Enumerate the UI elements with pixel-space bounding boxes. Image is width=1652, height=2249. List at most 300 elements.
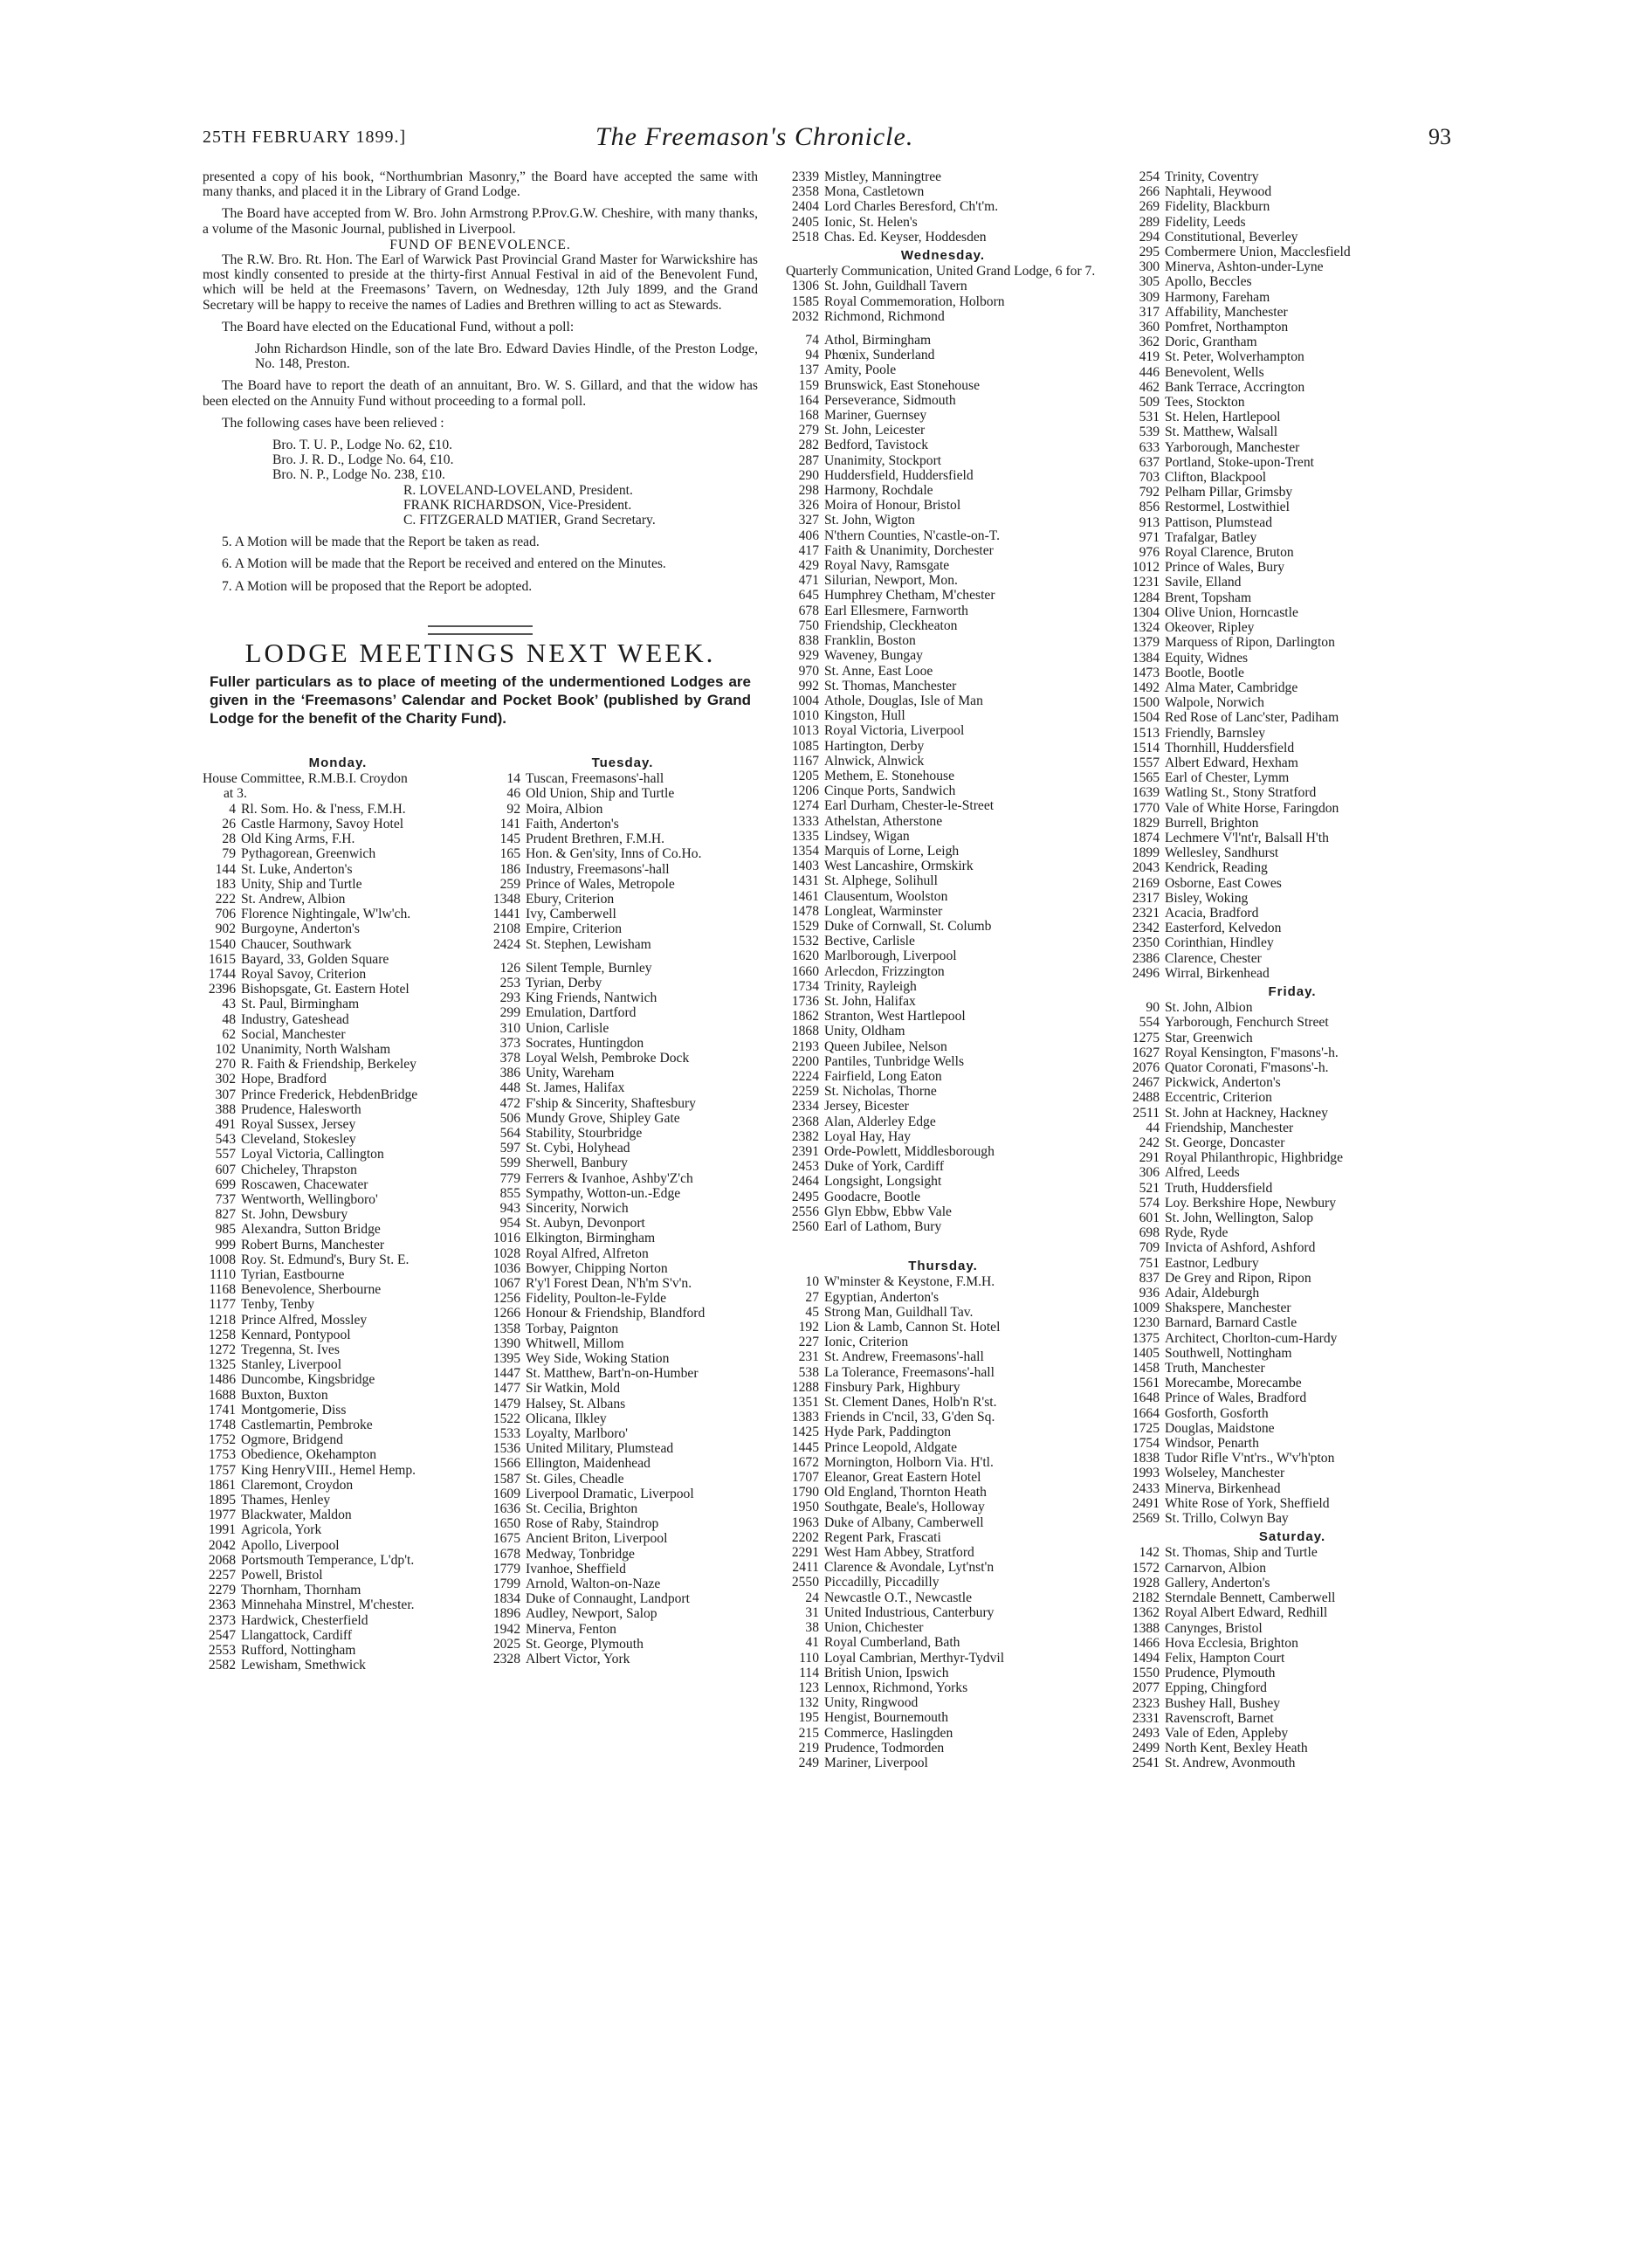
lodge-number: 44 bbox=[1146, 1120, 1160, 1135]
lodge-name: Lord Charles Beresford, Ch't'm. bbox=[824, 199, 999, 215]
lodge-number: 1275 bbox=[1132, 1030, 1160, 1045]
lodge-name: Clarence, Chester bbox=[1165, 950, 1262, 966]
lodge-entry bbox=[203, 802, 473, 817]
lodge-entry bbox=[1126, 1680, 1458, 1695]
lodge-number: 1672 bbox=[791, 1454, 819, 1470]
lodge-number: 186 bbox=[499, 861, 520, 877]
lodge-entry bbox=[1126, 1015, 1458, 1030]
lodge-name: Barnard, Barnard Castle bbox=[1165, 1315, 1298, 1331]
lodge-entry bbox=[786, 1530, 1100, 1545]
lodge-number: 2328 bbox=[492, 1652, 520, 1667]
lodge-name: Tees, Stockton bbox=[1165, 395, 1245, 410]
lodge-entry bbox=[1126, 199, 1458, 214]
lodge-number: 1572 bbox=[1132, 1560, 1160, 1576]
lodge-name: Industry, Gateshead bbox=[241, 1011, 349, 1027]
lodge-entry bbox=[203, 1418, 473, 1432]
lodge-list bbox=[786, 333, 1100, 1234]
lodge-entry bbox=[203, 1388, 473, 1403]
lodge-name: Marquess of Ripon, Darlington bbox=[1165, 635, 1335, 651]
lodge-entry bbox=[487, 1021, 758, 1036]
lodge-name: Trinity, Coventry bbox=[1165, 169, 1259, 184]
lodge-entry bbox=[1126, 1466, 1458, 1480]
lodge-number: 954 bbox=[499, 1216, 520, 1231]
lodge-name: Industry, Freemasons'-hall bbox=[526, 861, 670, 877]
lodge-name: Tyrian, Eastbourne bbox=[241, 1266, 345, 1282]
lodge-name: Quator Coronati, F'masons'-h. bbox=[1165, 1059, 1329, 1075]
lodge-name: Duke of Connaught, Landport bbox=[526, 1591, 690, 1607]
lodge-name: La Tolerance, Freemasons'-hall bbox=[824, 1364, 995, 1380]
lodge-number: 269 bbox=[1139, 199, 1160, 215]
lodge-name: Royal Kensington, F'masons'-h. bbox=[1165, 1045, 1339, 1060]
lodge-entry bbox=[786, 1380, 1100, 1395]
lodge-number: 1348 bbox=[492, 891, 520, 907]
lodge-name: Truth, Manchester bbox=[1165, 1361, 1265, 1376]
lodge-name: Olicana, Ilkley bbox=[526, 1411, 607, 1426]
lodge-entry bbox=[487, 1171, 758, 1186]
lodge-entry bbox=[487, 877, 758, 892]
lodge-name: St. Anne, East Looe bbox=[824, 663, 933, 679]
lodge-name: Sterndale Bennett, Camberwell bbox=[1165, 1590, 1336, 1606]
lodge-name: Claremont, Croydon bbox=[241, 1477, 354, 1493]
lodge-number: 27 bbox=[805, 1289, 819, 1305]
lodge-entry bbox=[786, 708, 1100, 723]
lodge-entry bbox=[487, 1411, 758, 1426]
lodge-number: 290 bbox=[798, 467, 819, 483]
lodge-name: Restormel, Lostwithiel bbox=[1165, 500, 1290, 515]
lodge-name: Bisley, Woking bbox=[1165, 890, 1249, 906]
lodge-entry bbox=[786, 783, 1100, 798]
lodge-entry bbox=[786, 309, 1100, 324]
lodge-name: Bedford, Tavistock bbox=[824, 438, 929, 453]
lodge-number: 45 bbox=[805, 1304, 819, 1320]
lodge-number: 1333 bbox=[791, 813, 819, 829]
lodge-entry bbox=[487, 1576, 758, 1591]
lodge-entry bbox=[786, 438, 1100, 452]
lodge-number: 633 bbox=[1139, 439, 1160, 455]
lodge-name: Piccadilly, Piccadilly bbox=[824, 1575, 940, 1590]
lodge-name: Brunswick, East Stonehouse bbox=[824, 377, 981, 393]
lodge-name: Burrell, Brighton bbox=[1165, 815, 1259, 831]
lodge-list bbox=[1126, 169, 1458, 981]
lodge-name: St. Andrew, Avonmouth bbox=[1165, 1756, 1296, 1771]
lodge-entry bbox=[487, 921, 758, 936]
lodge-entry bbox=[487, 1201, 758, 1216]
lodge-number: 1942 bbox=[492, 1621, 520, 1637]
lodge-name: Brent, Topsham bbox=[1165, 590, 1252, 605]
lodge-entry bbox=[786, 904, 1100, 919]
lodge-entry bbox=[203, 952, 473, 967]
lodge-number: 326 bbox=[798, 498, 819, 514]
lodge-number: 1016 bbox=[492, 1231, 520, 1246]
lodge-number: 2108 bbox=[492, 921, 520, 937]
lodge-number: 1167 bbox=[792, 753, 819, 769]
lodge-number: 310 bbox=[499, 1020, 520, 1036]
lodge-number: 2259 bbox=[791, 1084, 819, 1100]
lodge-number: 1829 bbox=[1132, 815, 1160, 831]
lodge-name: St. John, Albion bbox=[1165, 1000, 1253, 1016]
lodge-number: 145 bbox=[499, 831, 520, 847]
monday-column bbox=[203, 752, 473, 1673]
lodge-name: Robert Burns, Manchester bbox=[241, 1237, 385, 1252]
lodge-entry bbox=[203, 982, 473, 997]
lodge-name: Loyalty, Marlboro' bbox=[526, 1426, 628, 1442]
lodge-entry bbox=[487, 907, 758, 921]
lodge-name: Mistley, Manningtree bbox=[824, 169, 942, 184]
lodge-number: 1110 bbox=[209, 1266, 236, 1282]
lodge-entry bbox=[1126, 1315, 1458, 1330]
lodge-name: West Ham Abbey, Stratford bbox=[824, 1545, 974, 1561]
lodge-name: Humphrey Chetham, M'chester bbox=[824, 588, 995, 604]
lodge-entry bbox=[786, 1305, 1100, 1320]
lodge-entry bbox=[487, 1516, 758, 1531]
report-paragraph: The R.W. Bro. Rt. Hon. The Earl of Warwick Past Provincial Grand Master for Warwickshire has most kindly consented to preside at the thirty-first Annual Festival in aid of the Benevolent Fund, which will be held at the Freemasons’ Tavern, on Wednesday, 12th July 1899, and the Grand Secretary will be happy to receive the names of Ladies and Brethren willing to act as Stewards. bbox=[203, 252, 758, 313]
lodge-name: Hardwick, Chesterfield bbox=[241, 1612, 368, 1628]
lodge-entry bbox=[786, 1756, 1100, 1770]
lodge-name: Friendly, Barnsley bbox=[1165, 725, 1266, 741]
lodge-entry bbox=[487, 1381, 758, 1396]
lodge-number: 2499 bbox=[1132, 1741, 1160, 1756]
lodge-name: Gallery, Anderton's bbox=[1165, 1575, 1270, 1590]
lodge-number: 222 bbox=[215, 891, 236, 907]
lodge-entry bbox=[786, 1114, 1100, 1129]
lodge-entry bbox=[203, 1057, 473, 1072]
lodge-entry bbox=[487, 846, 758, 861]
lodge-number: 1384 bbox=[1132, 650, 1160, 666]
lodge-name: St. John, Guildhall Tavern bbox=[824, 279, 967, 294]
lodge-number: 102 bbox=[215, 1041, 236, 1057]
lodge-number: 970 bbox=[798, 663, 819, 679]
lodge-entry bbox=[203, 1027, 473, 1042]
lodge-number: 1799 bbox=[492, 1576, 520, 1592]
lodge-number: 1013 bbox=[791, 723, 819, 739]
lodge-list bbox=[1126, 1000, 1458, 1526]
lodge-list bbox=[786, 279, 1100, 324]
lodge-entry bbox=[1126, 1561, 1458, 1576]
lodge-number: 599 bbox=[499, 1156, 520, 1171]
lodge-entry bbox=[786, 604, 1100, 618]
lodge-entry bbox=[487, 1562, 758, 1576]
lodge-entry bbox=[786, 294, 1100, 309]
lodge-name: Alma Mater, Cambridge bbox=[1165, 680, 1298, 695]
lodge-number: 1230 bbox=[1132, 1315, 1160, 1331]
lodge-entry bbox=[786, 1440, 1100, 1455]
lodge-name: Hope, Bradford bbox=[241, 1072, 327, 1087]
lodge-entry bbox=[786, 169, 1100, 184]
lodge-entry bbox=[786, 468, 1100, 483]
lodge-entry bbox=[203, 1282, 473, 1297]
lodge-number: 1325 bbox=[208, 1357, 236, 1373]
lodge-number: 2363 bbox=[208, 1597, 236, 1613]
lodge-entry bbox=[1126, 215, 1458, 230]
lodge-entry bbox=[786, 528, 1100, 543]
lodge-number: 1609 bbox=[492, 1486, 520, 1501]
lodge-entry bbox=[1126, 440, 1458, 455]
lodge-number: 1486 bbox=[208, 1372, 236, 1388]
lodge-entry bbox=[203, 877, 473, 892]
signatories bbox=[203, 483, 758, 528]
lodge-name: Duke of York, Cardiff bbox=[824, 1159, 945, 1175]
lodge-name: Old King Arms, F.H. bbox=[241, 831, 355, 847]
lodge-entry bbox=[786, 588, 1100, 603]
lodge-name: Social, Manchester bbox=[241, 1026, 346, 1042]
lodge-name: Roy. St. Edmund's, Bury St. E. bbox=[241, 1252, 410, 1267]
lodge-name: Naphtali, Heywood bbox=[1165, 184, 1272, 200]
lodge-entry bbox=[487, 817, 758, 831]
lodge-name: Pickwick, Anderton's bbox=[1165, 1075, 1281, 1091]
lodge-name: Rufford, Nottingham bbox=[241, 1643, 356, 1659]
lodge-name: St. Cybi, Holyhead bbox=[526, 1141, 630, 1156]
lodge-name: Friendship, Cleckheaton bbox=[824, 617, 958, 633]
lodge-entry bbox=[786, 1190, 1100, 1204]
lodge-entry bbox=[487, 1652, 758, 1666]
lodge-entry bbox=[1126, 1165, 1458, 1180]
lodge-entry bbox=[786, 889, 1100, 904]
lodge-name: Newcastle O.T., Newcastle bbox=[824, 1590, 973, 1605]
lodge-name: Portsmouth Temperance, L'dp't. bbox=[241, 1552, 415, 1568]
lodge-name: Marlborough, Liverpool bbox=[824, 949, 957, 964]
lodge-name: St. Thomas, Manchester bbox=[824, 678, 957, 693]
lodge-name: R. Faith & Friendship, Berkeley bbox=[241, 1057, 416, 1073]
lodge-number: 1779 bbox=[492, 1561, 520, 1576]
lodge-number: 2467 bbox=[1132, 1075, 1160, 1091]
lodge-name: St. Andrew, Freemasons'-hall bbox=[824, 1349, 984, 1365]
lodge-name: Doric, Grantham bbox=[1165, 335, 1257, 350]
lodge-number: 462 bbox=[1139, 379, 1160, 395]
middle-column bbox=[786, 169, 1100, 1770]
lodge-name: Wentworth, Wellingboro' bbox=[241, 1191, 378, 1207]
lodge-number: 1734 bbox=[791, 978, 819, 994]
lodge-number: 168 bbox=[798, 408, 819, 424]
tuesday-column bbox=[487, 752, 758, 1673]
lodge-number: 1678 bbox=[492, 1546, 520, 1562]
lodge-name: Stranton, West Hartlepool bbox=[824, 1009, 966, 1024]
lodge-name: Friends in C'ncil, 33, G'den Sq. bbox=[824, 1410, 995, 1425]
lodge-entry bbox=[1126, 1376, 1458, 1390]
lodge-number: 2391 bbox=[791, 1144, 819, 1159]
lodge-number: 2032 bbox=[791, 308, 819, 324]
lodge-number: 2518 bbox=[791, 229, 819, 245]
lodge-number: 1896 bbox=[492, 1606, 520, 1622]
lodge-entry bbox=[487, 1276, 758, 1291]
lodge-entry bbox=[1126, 380, 1458, 395]
lodge-name: Burgoyne, Anderton's bbox=[241, 921, 360, 937]
lodge-number: 298 bbox=[798, 483, 819, 499]
lodge-entry bbox=[786, 230, 1100, 245]
lodge-number: 2553 bbox=[208, 1643, 236, 1659]
lodge-number: 2334 bbox=[791, 1099, 819, 1114]
lodge-number: 1362 bbox=[1132, 1605, 1160, 1621]
lodge-entry bbox=[1126, 1361, 1458, 1376]
lodge-name: Mariner, Guernsey bbox=[824, 408, 927, 424]
lodge-number: 943 bbox=[499, 1200, 520, 1216]
signature: C. FITZGERALD MATIER, Grand Secretary. bbox=[403, 513, 656, 528]
lodge-number: 253 bbox=[499, 975, 520, 990]
lodge-name: Constitutional, Beverley bbox=[1165, 229, 1298, 245]
lodge-number: 1675 bbox=[492, 1531, 520, 1547]
lodge-entry bbox=[786, 633, 1100, 648]
lodge-name: Rose of Raby, Staindrop bbox=[526, 1516, 659, 1532]
lodge-name: Faith & Unanimity, Dorchester bbox=[824, 542, 994, 558]
lodge-number: 999 bbox=[215, 1237, 236, 1252]
lodge-entry bbox=[786, 814, 1100, 829]
lodge-entry bbox=[487, 831, 758, 846]
lodge-entry bbox=[786, 1099, 1100, 1114]
lodge-name: Regent Park, Frascati bbox=[824, 1529, 941, 1545]
lodge-number: 1335 bbox=[791, 828, 819, 844]
lodge-name: Trafalgar, Batley bbox=[1165, 529, 1257, 545]
lodge-number: 2424 bbox=[492, 936, 520, 952]
lodge-name: Mundy Grove, Shipley Gate bbox=[526, 1110, 680, 1126]
lodge-number: 419 bbox=[1139, 349, 1160, 365]
lodge-number: 2556 bbox=[791, 1204, 819, 1219]
lodge-number: 378 bbox=[499, 1050, 520, 1066]
lodge-entry bbox=[203, 1313, 473, 1328]
lodge-name: Montgomerie, Diss bbox=[241, 1402, 347, 1418]
lodge-entry bbox=[1126, 966, 1458, 981]
lodge-name: Longsight, Longsight bbox=[824, 1174, 942, 1190]
lodge-entry bbox=[1126, 1451, 1458, 1466]
lodge-name: St. Giles, Cheadle bbox=[526, 1471, 624, 1487]
lodge-entry bbox=[203, 1643, 473, 1658]
lodge-number: 554 bbox=[1139, 1015, 1160, 1031]
lodge-name: Amity, Poole bbox=[824, 362, 897, 378]
lodge-entry bbox=[786, 362, 1100, 377]
lodge-number: 254 bbox=[1139, 169, 1160, 184]
lodge-list bbox=[786, 169, 1100, 245]
lodge-number: 1258 bbox=[208, 1327, 236, 1342]
lodge-name: Clarence & Avondale, Lyt'nst'n bbox=[824, 1560, 995, 1576]
lodge-number: 1477 bbox=[492, 1381, 520, 1397]
lodge-entry bbox=[203, 1597, 473, 1612]
lodge-number: 1566 bbox=[492, 1456, 520, 1472]
lodge-name: Sympathy, Wotton-un.-Edge bbox=[526, 1185, 681, 1201]
lodge-entry bbox=[786, 979, 1100, 994]
lodge-entry bbox=[203, 1613, 473, 1628]
lodge-entry bbox=[203, 1522, 473, 1537]
lodge-entry bbox=[786, 769, 1100, 783]
lodge-number: 1620 bbox=[791, 949, 819, 964]
lodge-name: St. Andrew, Albion bbox=[241, 891, 346, 907]
lodge-name: Eleanor, Great Eastern Hotel bbox=[824, 1470, 981, 1486]
lodge-number: 1445 bbox=[791, 1439, 819, 1455]
lodge-number: 2453 bbox=[791, 1159, 819, 1175]
lodge-entry bbox=[203, 1447, 473, 1462]
lodge-number: 703 bbox=[1139, 470, 1160, 486]
lodge-name: Royal Philanthropic, Highbridge bbox=[1165, 1150, 1343, 1166]
lodge-entry bbox=[487, 1366, 758, 1381]
lodge-number: 43 bbox=[222, 997, 236, 1012]
lodge-entry bbox=[487, 1441, 758, 1456]
lodge-number: 1752 bbox=[208, 1432, 236, 1448]
lodge-number: 1504 bbox=[1132, 710, 1160, 726]
lodge-entry bbox=[1126, 1696, 1458, 1711]
lodge-name: Lindsey, Wigan bbox=[824, 828, 910, 844]
lodge-number: 1754 bbox=[1132, 1436, 1160, 1452]
lodge-number: 2511 bbox=[1132, 1105, 1160, 1121]
lodge-number: 838 bbox=[798, 633, 819, 649]
lodge-name: Royal Victoria, Liverpool bbox=[824, 723, 965, 739]
lodge-number: 126 bbox=[499, 960, 520, 976]
lodge-name: Thornham, Thornham bbox=[241, 1583, 361, 1598]
lodge-number: 1383 bbox=[791, 1410, 819, 1425]
lodge-entry bbox=[786, 199, 1100, 214]
lodge-name: Wey Side, Woking Station bbox=[526, 1351, 670, 1366]
lodge-number: 792 bbox=[1139, 485, 1160, 500]
lodge-number: 429 bbox=[798, 558, 819, 574]
lodge-entry bbox=[203, 1162, 473, 1177]
lodge-name: Osborne, East Cowes bbox=[1165, 875, 1282, 891]
lodge-entry bbox=[487, 1501, 758, 1516]
lodge-name: Southgate, Beale's, Holloway bbox=[824, 1500, 985, 1515]
lodge-name: St. Alphege, Solihull bbox=[824, 873, 938, 889]
lodge-number: 141 bbox=[499, 816, 520, 831]
lodge-number: 48 bbox=[222, 1011, 236, 1027]
lodge-number: 837 bbox=[1139, 1270, 1160, 1286]
lodge-number: 506 bbox=[499, 1110, 520, 1126]
lodge-entry bbox=[1126, 410, 1458, 424]
lodge-number: 1977 bbox=[208, 1507, 236, 1523]
lodge-entry bbox=[203, 1012, 473, 1027]
lodge-number: 1441 bbox=[492, 907, 520, 922]
lodge-entry bbox=[786, 1274, 1100, 1289]
lodge-name: Sherwell, Banbury bbox=[526, 1156, 628, 1171]
lodge-number: 1354 bbox=[791, 843, 819, 859]
lodge-name: Wirral, Birkenhead bbox=[1165, 965, 1270, 981]
lodge-number: 266 bbox=[1139, 184, 1160, 200]
lodge-name: Yarborough, Manchester bbox=[1165, 439, 1300, 455]
lodge-entry bbox=[1126, 1636, 1458, 1651]
lodge-name: St. John, Leicester bbox=[824, 423, 926, 438]
lodge-name: Minerva, Fenton bbox=[526, 1621, 616, 1637]
lodge-entry bbox=[487, 952, 758, 961]
lodge-entry bbox=[786, 1710, 1100, 1725]
lodge-entry bbox=[786, 348, 1100, 362]
lodge-entry bbox=[786, 279, 1100, 293]
day-heading-monday: Monday. bbox=[308, 755, 368, 771]
lodge-number: 195 bbox=[798, 1710, 819, 1726]
lodge-number: 2495 bbox=[791, 1189, 819, 1204]
lodge-name: Shakspere, Manchester bbox=[1165, 1300, 1291, 1316]
lodge-number: 307 bbox=[215, 1087, 236, 1102]
lodge-entry bbox=[203, 1042, 473, 1057]
lodge-entry bbox=[786, 618, 1100, 633]
lodge-number: 1565 bbox=[1132, 770, 1160, 786]
lodge-name: Torbay, Paignton bbox=[526, 1321, 619, 1336]
lodge-entry bbox=[203, 1222, 473, 1237]
lodge-name: Stability, Stourbridge bbox=[526, 1125, 643, 1141]
report-paragraph: The Board have elected on the Educational Fund, without a poll: bbox=[222, 319, 575, 335]
lodge-name: Loyal Victoria, Callington bbox=[241, 1147, 384, 1162]
lodge-number: 1513 bbox=[1132, 725, 1160, 741]
lodge-name: Prince Frederick, HebdenBridge bbox=[241, 1087, 418, 1102]
lodge-entry bbox=[487, 1051, 758, 1066]
lodge-entry bbox=[1126, 1121, 1458, 1135]
lodge-name: Perseverance, Sidmouth bbox=[824, 392, 956, 408]
lodge-entry bbox=[1126, 515, 1458, 530]
lodge-entry bbox=[487, 961, 758, 976]
lodge-name: Benevolence, Sherbourne bbox=[241, 1282, 382, 1298]
lodge-entry bbox=[1126, 1150, 1458, 1165]
lodge-entry bbox=[786, 498, 1100, 513]
lodge-entry bbox=[1126, 1390, 1458, 1405]
lodge-name: N'thern Counties, N'castle-on-T. bbox=[824, 528, 1001, 543]
lodge-number: 289 bbox=[1139, 214, 1160, 230]
motion: 6. A Motion will be made that the Report be received and entered on the Minutes. bbox=[222, 556, 666, 572]
signature: R. LOVELAND-LOVELAND, President. bbox=[403, 482, 633, 498]
lodge-name: Loyal Welsh, Pembroke Dock bbox=[526, 1050, 690, 1066]
lodge-number: 936 bbox=[1139, 1286, 1160, 1301]
lodge-entry bbox=[786, 1470, 1100, 1485]
